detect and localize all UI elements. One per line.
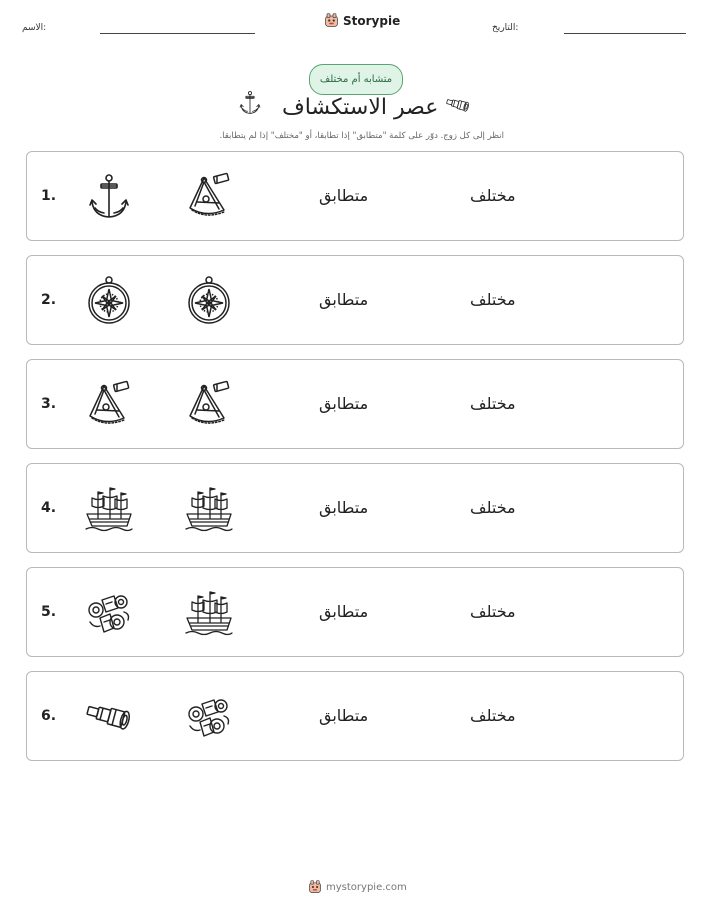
same-option[interactable]: متطابق <box>319 706 369 725</box>
row-number: 4. <box>41 500 57 516</box>
exercise-row-3 <box>26 359 684 449</box>
anchor-icon <box>84 172 134 222</box>
same-option[interactable]: متطابق <box>319 290 369 309</box>
exercise-row-2 <box>26 255 684 345</box>
row-number: 6. <box>41 708 57 724</box>
date-label: التاريخ: <box>492 23 519 33</box>
different-option[interactable]: مختلف <box>470 290 516 309</box>
sextant-icon <box>184 380 234 430</box>
different-option[interactable]: مختلف <box>470 394 516 413</box>
exercise-row-4 <box>26 463 684 553</box>
exercise-row-5 <box>26 567 684 657</box>
exercise-row-6 <box>26 671 684 761</box>
same-option[interactable]: متطابق <box>319 394 369 413</box>
row-number: 1. <box>41 188 57 204</box>
mascot-icon <box>308 880 322 894</box>
different-option[interactable]: مختلف <box>470 706 516 725</box>
brand-name: Storypie <box>343 13 401 28</box>
anchor-title-icon <box>237 90 263 116</box>
different-option[interactable]: مختلف <box>470 498 516 517</box>
spyglass-icon <box>84 692 134 742</box>
instructions: انظر إلى كل زوج. دوّر على كلمة "متطابق" إذا تطابقا، أو "مختلف" إذا لم يتطابقا. <box>219 131 504 141</box>
exercise-row-1 <box>26 151 684 241</box>
same-option[interactable]: متطابق <box>319 498 369 517</box>
different-option[interactable]: مختلف <box>470 186 516 205</box>
same-option[interactable]: متطابق <box>319 186 369 205</box>
compass-icon <box>84 276 134 326</box>
ship-icon <box>184 588 234 638</box>
footer <box>308 880 407 894</box>
sextant-icon <box>184 172 234 222</box>
name-label: الاسم: <box>22 23 47 33</box>
date-line[interactable] <box>564 33 686 34</box>
row-number: 3. <box>41 396 57 412</box>
page-title: عصر الاستكشاف <box>282 95 439 120</box>
same-option[interactable]: متطابق <box>319 602 369 621</box>
treasure-pile-icon <box>184 692 234 742</box>
row-number: 5. <box>41 604 57 620</box>
topic-badge: متشابه أم مختلف <box>309 64 403 95</box>
brand-logo <box>324 13 400 28</box>
row-number: 2. <box>41 292 57 308</box>
treasure-pile-icon <box>84 588 134 638</box>
different-option[interactable]: مختلف <box>470 602 516 621</box>
ship-icon <box>84 484 134 534</box>
footer-url[interactable]: mystorypie.com <box>326 881 407 893</box>
mascot-icon <box>324 13 339 28</box>
ship-icon <box>184 484 234 534</box>
name-line[interactable] <box>100 33 255 34</box>
spyglass-title-icon <box>442 92 474 118</box>
sextant-icon <box>84 380 134 430</box>
compass-icon <box>184 276 234 326</box>
